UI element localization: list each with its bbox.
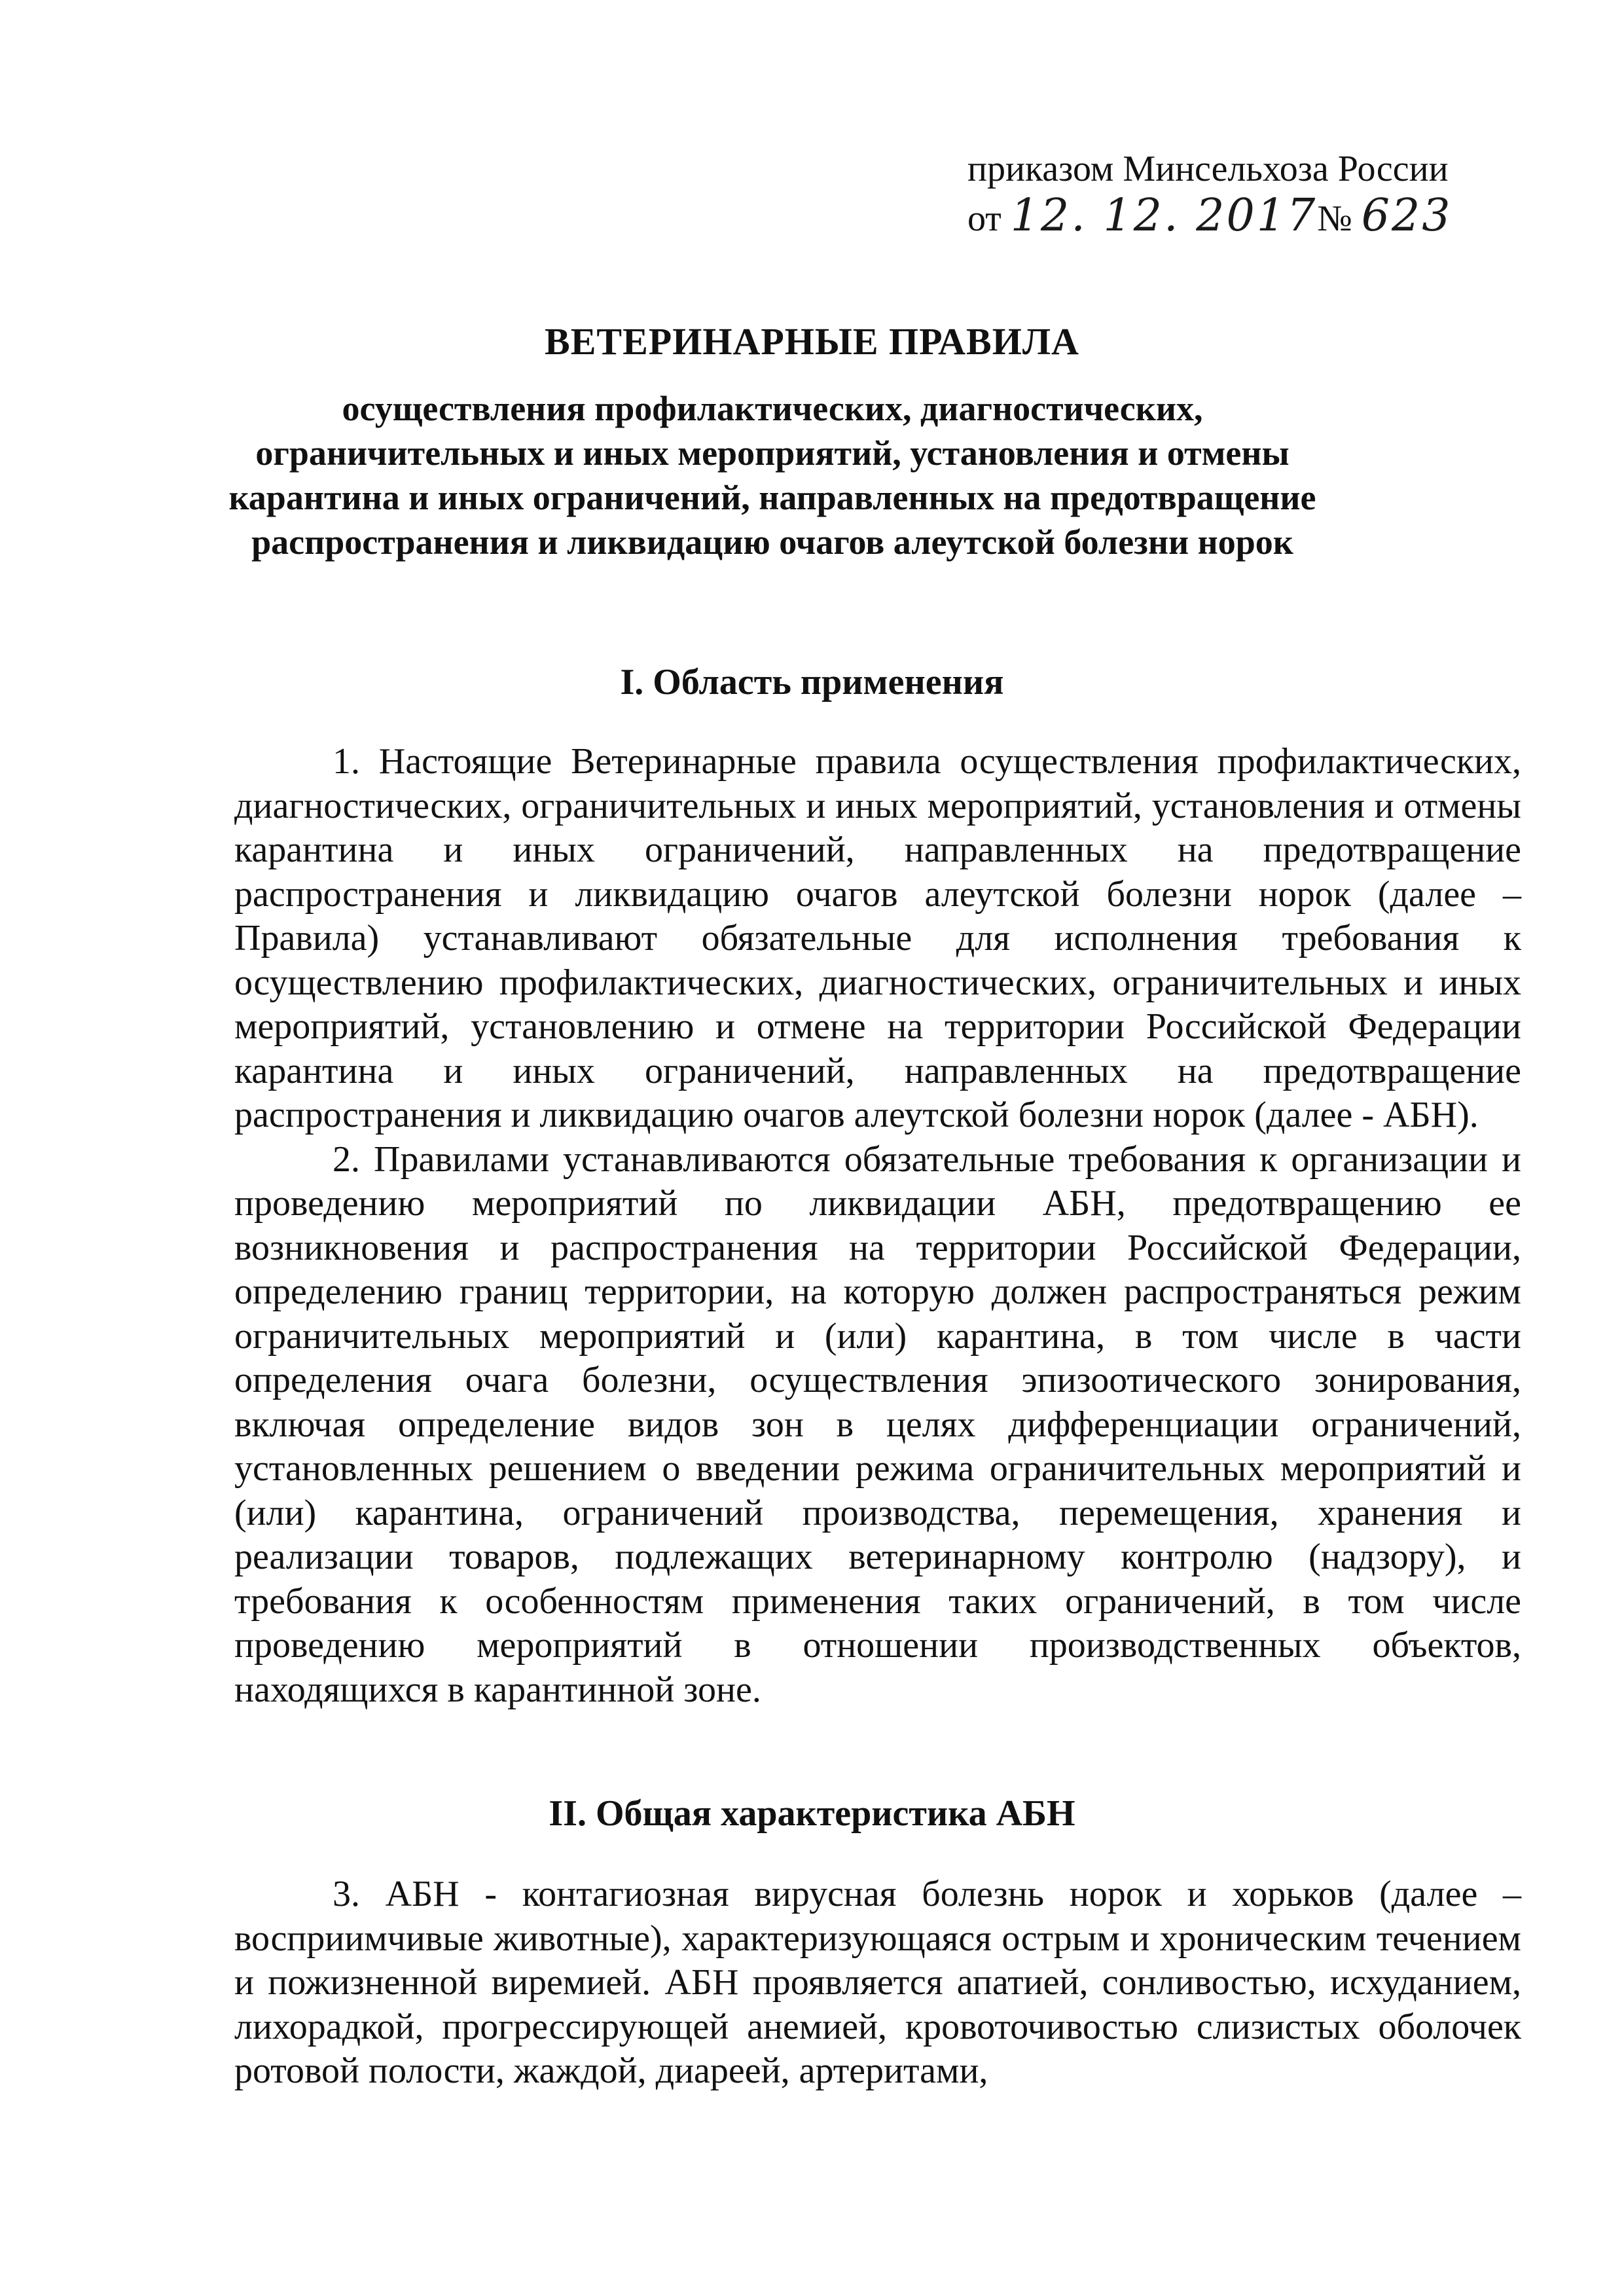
document-title: ВЕТЕРИНАРНЫЕ ПРАВИЛА	[545, 320, 1079, 363]
document-subtitle: осуществления профилактических, диагностических, ограничительных и иных мероприятий, установления и отмены карантина и иных ограничений, направленных на предотвращение распространения и ликвидацию очагов алеутской болезни норок	[228, 389, 1316, 562]
date-number-line	[967, 192, 1491, 242]
section-heading: I. Область применения	[620, 662, 1004, 702]
paragraph: 2. Правилами устанавливаются обязательные требования к организации и проведению мероприятий по ликвидации АБН, предотвращению ее возникновения и распространения на территории Российской Федерации, определению границ территории, на которую должен распространяться режим ограничительных мероприятий и (или) карантина, в том числе в части определения очага болезни, осуществления эпизоотического зонирования, включая определение видов зон в целях дифференциации ограничений, установленных решением о введении режима ограничительных мероприятий и (или) карантина, ограничений производства, перемещения, хранения и реализации товаров, подлежащих ветеринарному контролю (надзору), и требования к особенностям применения таких ограничений, в том числе проведению мероприятий в отношении производственных объектов, находящихся в карантинной зоне.	[234, 1139, 1521, 1710]
section-body	[234, 1872, 1521, 2094]
paragraph: 1. Настоящие Ветеринарные правила осуществления профилактических, диагностических, ограничительных и иных мероприятий, установления и отмены карантина и иных ограничений, направленных на предотвращение распространения и ликвидацию очагов алеутской болезни норок (далее – Правила) устанавливают обязательные для исполнения требования к осуществлению профилактических, диагностических, ограничительных и иных мероприятий, установлению и отмене на территории Российской Федерации карантина и иных ограничений, направленных на предотвращение распространения и ликвидацию очагов алеутской болезни норок (далее - АБН).	[234, 741, 1521, 1135]
handwritten-number: 623	[1361, 190, 1453, 242]
section-body	[234, 740, 1521, 1712]
approval-header	[967, 145, 1491, 242]
handwritten-date: 12. 12. 2017	[1010, 190, 1318, 242]
number-sign: №	[1317, 198, 1352, 239]
approval-line: приказом Минсельхоза России	[967, 149, 1449, 189]
date-prefix: от	[967, 198, 1001, 239]
paragraph: 3. АБН - контагиозная вирусная болезнь норок и хорьков (далее – восприимчивые животные), характеризующаяся острым и хроническим течением и пожизненной виремией. АБН проявляется апатией, сонливостью, исхуданием, лихорадкой, прогрессирующей анемией, кровоточивостью слизистых оболочек ротовой полости, жаждой, диареей, артеритами,	[234, 1874, 1521, 2091]
section-heading: II. Общая характеристика АБН	[549, 1793, 1075, 1834]
